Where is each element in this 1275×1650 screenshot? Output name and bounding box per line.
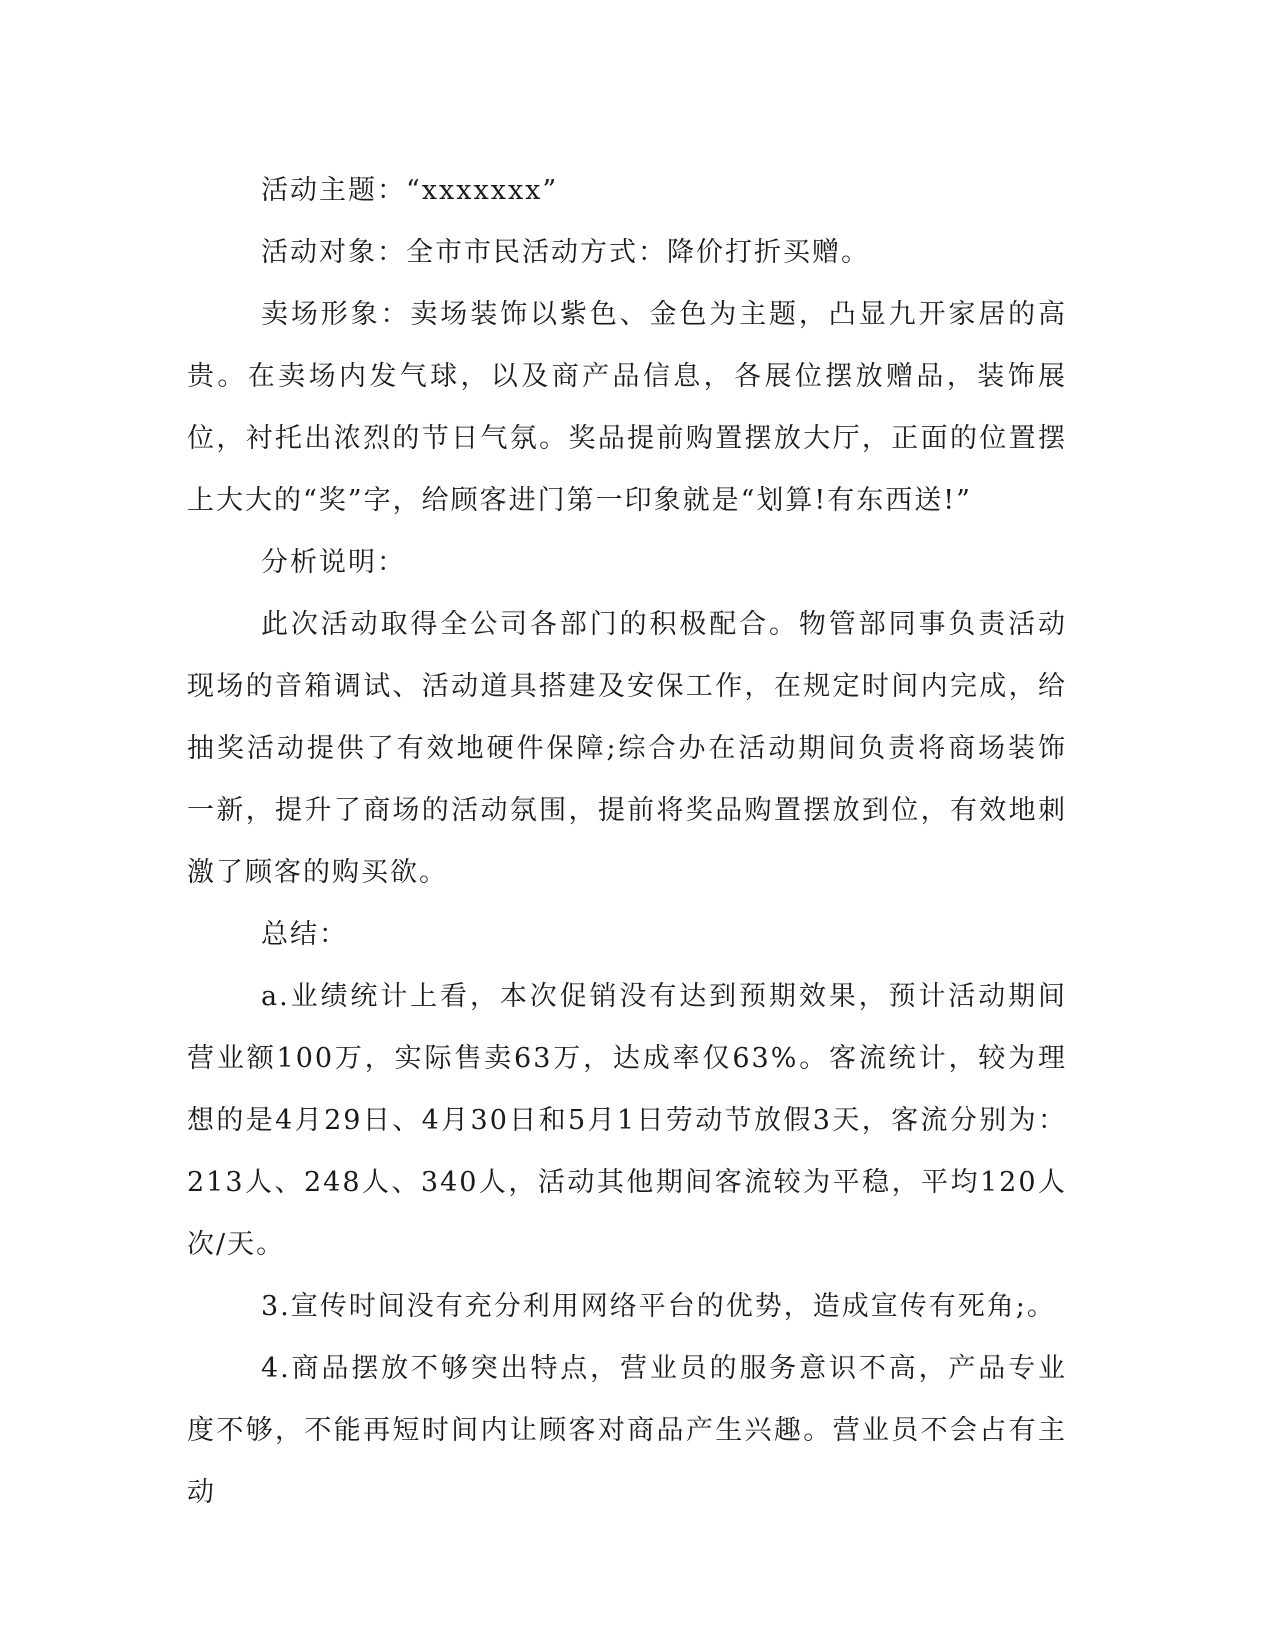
document-body <box>187 160 1067 1524</box>
paragraph-summary-3: 3.宣传时间没有充分利用网络平台的优势，造成宣传有死角;。 <box>261 1291 1056 1322</box>
paragraph-theme: 活动主题：“xxxxxxx” <box>261 175 559 206</box>
paragraph-analysis-heading: 分析说明： <box>261 547 406 578</box>
paragraph-summary-4: 4.商品摆放不够突出特点，营业员的服务意识不高，产品专业度不够，不能再短时间内让顾客对商品产生兴趣。营业员不会占有主动 <box>187 1353 1067 1508</box>
paragraph-summary-heading: 总结： <box>261 919 348 950</box>
paragraph-summary-a: a.业绩统计上看，本次促销没有达到预期效果，预计活动期间营业额100万，实际售卖63万，达成率仅63%。客流统计，较为理想的是4月29日、4月30日和5月1日劳动节放假3天，客流分别为：213人、248人、340人，活动其他期间客流较为平稳，平均120人次/天。 <box>187 981 1067 1260</box>
paragraph-analysis: 此次活动取得全公司各部门的积极配合。物管部同事负责活动现场的音箱调试、活动道具搭建及安保工作，在规定时间内完成，给抽奖活动提供了有效地硬件保障;综合办在活动期间负责将商场装饰一新，提升了商场的活动氛围，提前将奖品购置摆放到位，有效地刺激了顾客的购买欲。 <box>187 609 1067 888</box>
paragraph-store-image: 卖场形象：卖场装饰以紫色、金色为主题，凸显九开家居的高贵。在卖场内发气球，以及商产品信息，各展位摆放赠品，装饰展位，衬托出浓烈的节日气氛。奖品提前购置摆放大厅，正面的位置摆上大大的“奖”字，给顾客进门第一印象就是“划算!有东西送!” <box>187 299 1067 516</box>
paragraph-target: 活动对象：全市市民活动方式：降价打折买赠。 <box>261 237 870 268</box>
